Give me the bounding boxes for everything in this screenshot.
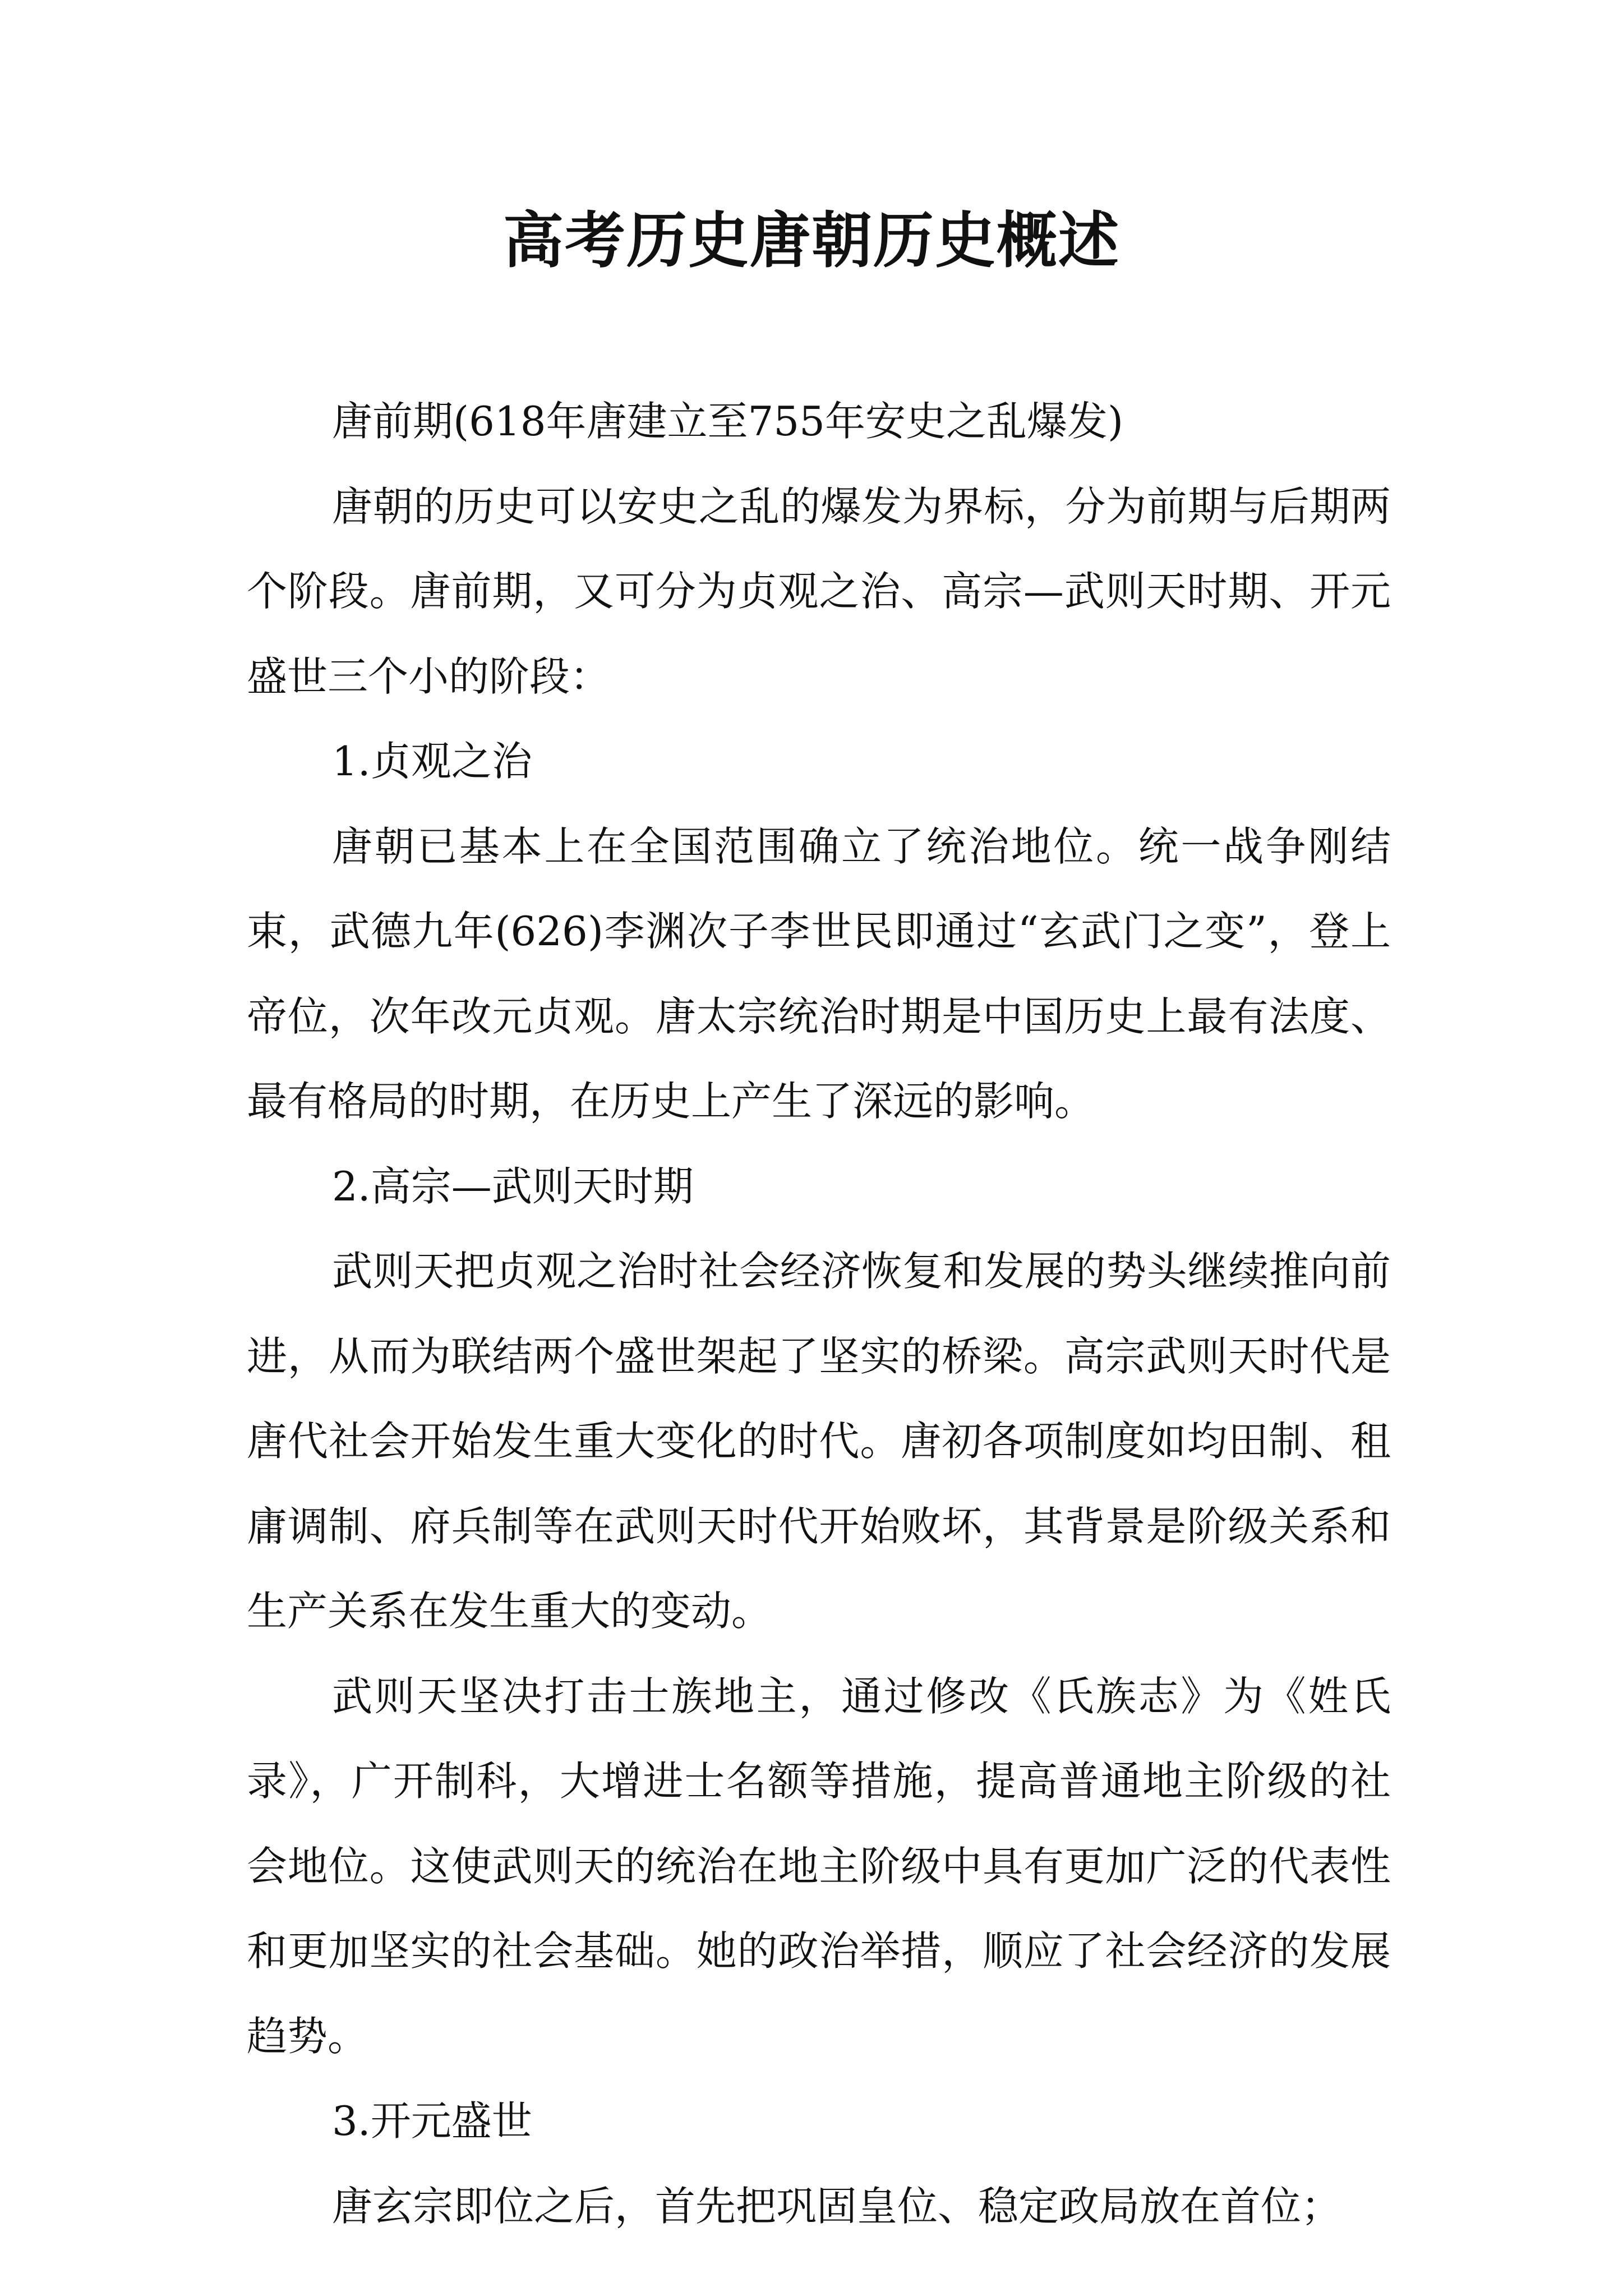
section-heading-kaiyuan: 3.开元盛世 (332, 2097, 532, 2145)
paragraph-overview: 唐朝的历史可以安史之乱的爆发为界标，分为前期与后期两个阶段。唐前期，又可分为贞观之治、高宗—武则天时期、开元盛世三个小的阶段： (247, 482, 1391, 700)
paragraph-wuzetian-policy: 武则天坚决打击士族地主，通过修改《氏族志》为《姓氏录》，广开制科，大增进士名额等措施，提高普通地主阶级的社会地位。这使武则天的统治在地主阶级中具有更加广泛的代表性和更加坚实的社会基础。她的政治举措，顺应了社会经济的发展趋势。 (247, 1672, 1391, 2060)
paragraph-kaiyuan: 唐玄宗即位之后，首先把巩固皇位、稳定政局放在首位； (332, 2182, 1342, 2230)
document-title: 高考历史唐朝历史概述 (502, 206, 1120, 276)
paragraph-wuzetian-economy: 武则天把贞观之治时社会经济恢复和发展的势头继续推向前进，从而为联结两个盛世架起了坚实的桥梁。高宗武则天时代是唐代社会开始发生重大变化的时代。唐初各项制度如均田制、租庸调制、府兵制等在武则天时代开始败坏，其背景是阶级关系和生产关系在发生重大的变动。 (247, 1248, 1391, 1635)
section-heading-gaozong-wuzetian: 2.高宗—武则天时期 (332, 1162, 694, 1210)
document-body (247, 379, 1391, 2249)
section-heading-zhenguan: 1.贞观之治 (332, 738, 532, 785)
paragraph-zhenguan: 唐朝已基本上在全国范围确立了统治地位。统一战争刚结束，武德九年(626)李渊次子李世民即通过“玄武门之变”，登上帝位，次年改元贞观。唐太宗统治时期是中国历史上最有法度、最有格局的时期，在历史上产生了深远的影响。 (247, 822, 1391, 1125)
section-heading-tang-early: 唐前期(618年唐建立至755年安史之乱爆发) (332, 398, 1124, 445)
